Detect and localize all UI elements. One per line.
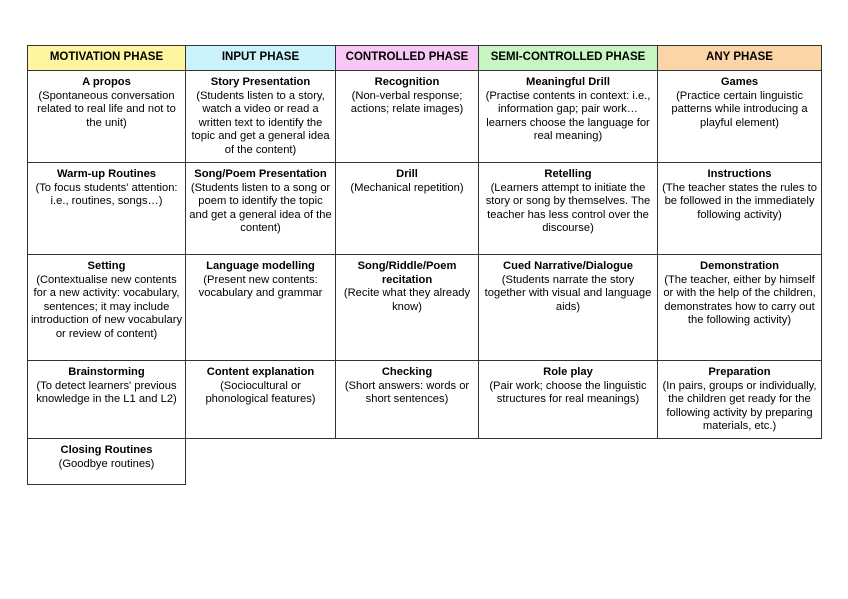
activity-description: (Mechanical repetition) [350,181,464,194]
activity-title: Setting [87,260,126,272]
header-controlled-phase: CONTROLLED PHASE [336,46,479,71]
empty-cell [658,439,822,485]
activity-description: (Non-verbal response; actions; relate images) [350,89,464,116]
activity-title: Games [720,76,759,88]
activity-description: (The teacher, either by himself or with the help of the children, demonstrates how to carry out the following activity) [663,273,816,327]
activity-title: Role play [543,366,593,378]
activity-cell [186,163,336,255]
activity-description: (Spontaneous conversation related to real life and not to the unit) [37,89,176,129]
activity-description: (The teacher states the rules to be followed in the immediately following activity) [662,181,817,221]
table-row [28,361,822,439]
activity-description: (Students listen to a song or poem to identify the topic and get a general idea of the content) [189,181,332,235]
activity-cell [658,71,822,163]
activity-description: (To detect learners' previous knowledge in the L1 and L2) [36,379,177,406]
activity-description: (Recite what they already know) [343,287,471,313]
activity-title: Content explanation [206,366,315,378]
activity-description: (Contextualise new contents for a new activity: vocabulary, sentences; it may include introduction of new vocabulary or review of content) [30,273,183,340]
empty-cell [186,439,336,485]
activity-cell [336,163,479,255]
header-row [28,46,822,71]
activity-title: Meaningful Drill [526,76,610,88]
activity-description: (Practise contents in context: i.e., information gap; pair work…learners choose the language for real meaning) [485,89,651,143]
activity-cell [658,361,822,439]
activity-title: Demonstration [700,260,779,272]
activity-cell [186,255,336,361]
activity-cell [28,71,186,163]
activity-description: (Goodbye routines) [58,457,155,470]
activity-cell [28,439,186,485]
table-row [28,71,822,163]
activity-title: Brainstorming [68,366,145,378]
activity-cell [479,163,658,255]
activity-cell [28,163,186,255]
activity-title: Song/Poem Presentation [194,168,327,180]
activity-cell [28,255,186,361]
activity-cell [336,255,479,361]
phases-table [27,45,822,485]
activity-description: (Short answers: words or short sentences) [344,379,470,406]
header-input-phase: INPUT PHASE [186,46,336,71]
header-motivation-phase: MOTIVATION PHASE [28,46,186,71]
activity-description: (Students narrate the story together with visual and language aids) [484,273,652,313]
activity-cell [28,361,186,439]
activity-description: (In pairs, groups or individually, the children get ready for the following activity by preparing materials, etc.) [662,379,817,433]
table-row [28,255,822,361]
empty-cell [336,439,479,485]
activity-description: (Learners attempt to initiate the story or song by themselves. The teacher has less control over the discourse) [485,181,651,235]
activity-title: Retelling [544,168,592,180]
activity-title: Language modelling [206,260,315,272]
activity-description: (Present new contents: vocabulary and grammar [198,273,323,300]
header-any-phase: ANY PHASE [658,46,822,71]
activity-cell [479,361,658,439]
activity-cell [186,71,336,163]
activity-cell [658,163,822,255]
activity-title: A propos [82,76,131,88]
activity-title: Cued Narrative/Dialogue [503,260,633,272]
activity-title: Checking [381,366,433,378]
activity-cell [479,255,658,361]
activity-cell [658,255,822,361]
activity-cell [336,361,479,439]
activity-description: (Students listen to a story, watch a video or read a written text to identify the topic and get a general idea of the content) [191,89,330,156]
header-semi-controlled-phase: SEMI-CONTROLLED PHASE [479,46,658,71]
activity-title: Drill [396,168,418,180]
activity-title: Closing Routines [60,444,153,456]
activity-title: Warm-up Routines [56,168,157,180]
activity-title: Song/Riddle/Poem recitation [357,260,457,286]
activity-title: Preparation [708,366,771,378]
activity-description: (Sociocultural or phonological features) [205,379,316,406]
activity-title: Instructions [707,168,772,180]
activity-title: Story Presentation [210,76,311,88]
activity-title: Recognition [374,76,440,88]
empty-cell [479,439,658,485]
table-row [28,439,822,485]
activity-description: (Practice certain linguistic patterns while introducing a playful element) [671,89,808,129]
table-row [28,163,822,255]
activity-description: (To focus students' attention: i.e., routines, songs…) [35,181,178,208]
activity-description: (Pair work; choose the linguistic structures for real meanings) [489,379,647,406]
activity-cell [186,361,336,439]
activity-cell [479,71,658,163]
activity-cell [336,71,479,163]
